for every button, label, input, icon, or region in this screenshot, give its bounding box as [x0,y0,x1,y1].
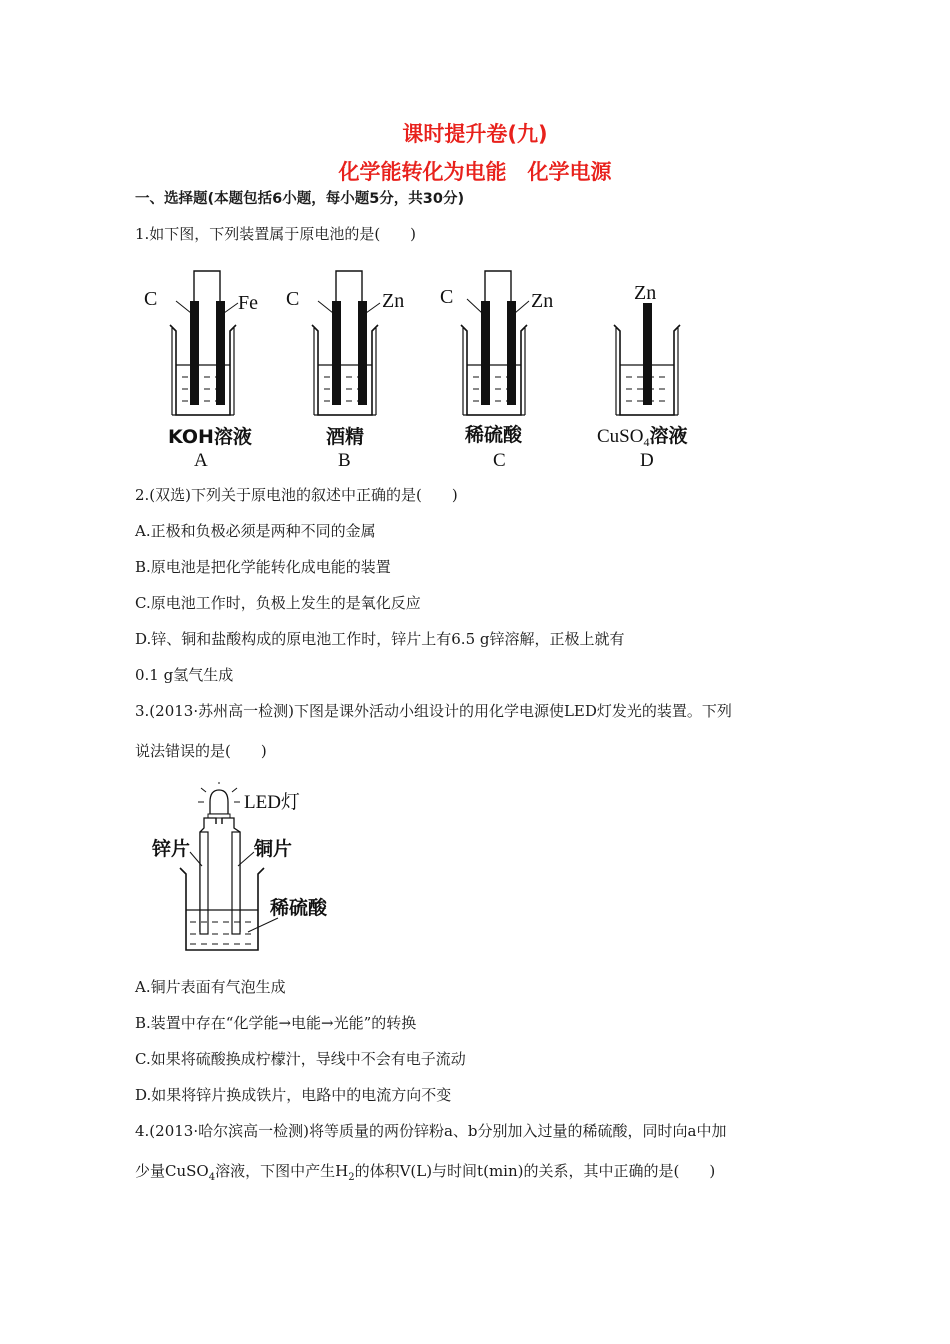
beaker-a-right-label: Fe [238,292,258,314]
q4-text-a: 少量CuSO [135,1162,209,1180]
q4-text-b: 溶液，下图中产生H [215,1162,349,1180]
q3-figure [150,782,350,954]
copper-plate [232,832,240,934]
beaker-d-solution [597,424,687,449]
q4-stem-line1: 4.(2013·哈尔滨高一检测)将等质量的两份锌粉a、b分别加入过量的稀硫酸，同时向a中加 [135,1122,727,1140]
beaker-d-letter: D [640,450,654,471]
section-heading: 一、选择题(本题包括6小题，每小题5分，共30分) [135,191,465,207]
q4-stem-line2 [135,1161,715,1188]
beaker-c-left-label: C [440,286,454,308]
beaker-c [461,271,529,415]
q2-option-d-continued: 0.1 g氢气生成 [135,666,234,684]
zinc-label: 锌片 [152,838,191,860]
beaker-b-left-label: C [286,288,300,310]
q3-beaker [180,868,264,950]
q2-stem: 2.(双选)下列关于原电池的叙述中正确的是( ) [135,486,458,504]
beaker-d-solution-sub: 4 [643,435,650,449]
beaker-a [170,271,238,415]
copper-label: 铜片 [254,838,293,860]
beaker-c-letter: C [493,450,506,471]
q1-figure [140,265,720,475]
q3-option-a: A.铜片表面有气泡生成 [135,978,286,996]
beaker-d-solution-tail: 溶液 [649,425,688,447]
beaker-d-solution-main: CuSO [597,426,644,447]
q2-option-c: C.原电池工作时，负极上发生的是氧化反应 [135,594,421,612]
beaker-b-solution: 酒精 [326,426,365,448]
q4-sub-2: 2 [348,1172,355,1183]
q3-option-b: B.装置中存在“化学能→电能→光能”的转换 [135,1014,417,1032]
q3-solution-label: 稀硫酸 [270,897,328,919]
q1-stem: 1.如下图，下列装置属于原电池的是( ) [135,225,417,243]
q2-option-b: B.原电池是把化学能转化成电能的装置 [135,558,391,576]
beaker-b-letter: B [338,450,351,471]
beaker-d [614,303,680,415]
q2-option-a: A.正极和负极必须是两种不同的金属 [135,522,376,540]
beaker-d-electrode-label: Zn [634,282,657,304]
q3-option-c: C.如果将硫酸换成柠檬汁，导线中不会有电子流动 [135,1050,466,1068]
q4-text-c: 的体积V(L)与时间t(min)的关系，其中正确的是( ) [354,1162,716,1180]
beaker-b-right-label: Zn [382,290,405,312]
led-label: LED灯 [244,792,300,813]
beaker-a-left-label: C [144,288,158,310]
doc-subtitle: 化学能转化为电能 化学电源 [338,160,612,184]
beaker-b [312,271,380,415]
beaker-c-right-label: Zn [531,290,554,312]
q4-sub-1: 4 [208,1172,216,1183]
zinc-plate [200,832,208,934]
q3-stem-line2: 说法错误的是( ) [135,742,267,760]
beaker-a-solution: KOH溶液 [168,426,252,448]
doc-title: 课时提升卷(九) [402,122,548,146]
q3-option-d: D.如果将锌片换成铁片，电路中的电流方向不变 [135,1086,452,1104]
beaker-a-letter: A [194,450,208,471]
q3-stem-line1: 3.(2013·苏州高一检测)下图是课外活动小组设计的用化学电源使LED灯发光的装置。下列 [135,702,732,720]
q2-option-d: D.锌、铜和盐酸构成的原电池工作时，锌片上有6.5 g锌溶解，正极上就有 [135,630,625,648]
beaker-c-solution: 稀硫酸 [465,424,523,446]
